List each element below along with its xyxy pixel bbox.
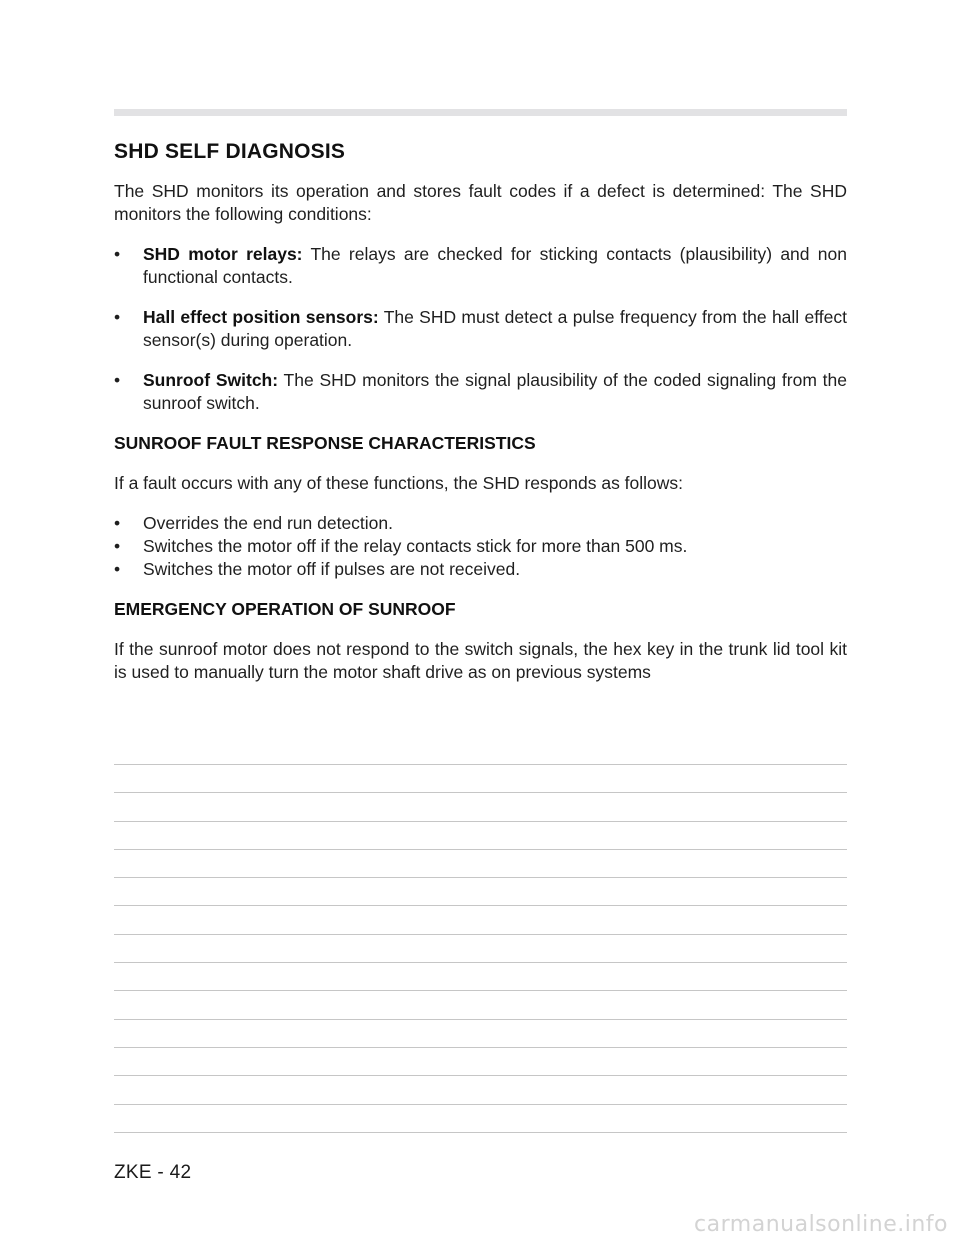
note-line: [114, 849, 847, 850]
condition-item-hall-sensors: [114, 306, 847, 352]
condition-text: The SHD monitors the signal plausibility of the coded signaling from the sunroof switch.: [143, 370, 848, 413]
note-line: [114, 934, 847, 935]
note-line: [114, 1132, 847, 1133]
list-item: • Switches the motor off if pulses are not received.: [114, 558, 847, 581]
emergency-operation-heading: EMERGENCY OPERATION OF SUNROOF: [114, 599, 456, 619]
condition-item-motor-relays: [114, 243, 847, 289]
page-title: SHD SELF DIAGNOSIS: [114, 140, 346, 163]
condition-label: Hall effect position sensors:: [143, 307, 379, 327]
condition-label: Sunroof Switch:: [143, 370, 279, 390]
note-line: [114, 990, 847, 991]
fault-response-list: [114, 512, 847, 581]
emergency-operation-paragraph: If the sunroof motor does not respond to the switch signals, the hex key in the trunk lid tool kit is used to manually turn the motor shaft drive as on previous systems: [114, 639, 847, 682]
condition-text: The relays are checked for sticking contacts (plausibility) and non functional contacts.: [143, 244, 847, 287]
notes-lines: [114, 764, 847, 1160]
condition-text: The SHD must detect a pulse frequency from the hall effect sensor(s) during operation.: [143, 307, 847, 350]
note-line: [114, 1019, 847, 1020]
conditions-list: [114, 243, 847, 415]
note-line: [114, 1104, 847, 1105]
site-watermark: carmanualsonline.info: [694, 1212, 948, 1237]
note-line: [114, 905, 847, 906]
note-line: [114, 1075, 847, 1076]
note-line: [114, 764, 847, 765]
note-line: [114, 877, 847, 878]
fault-response-heading: SUNROOF FAULT RESPONSE CHARACTERISTICS: [114, 433, 536, 453]
note-line: [114, 792, 847, 793]
condition-label: SHD motor relays:: [143, 244, 303, 264]
fault-response-intro: If a fault occurs with any of these functions, the SHD responds as follows:: [114, 473, 684, 493]
note-line: [114, 821, 847, 822]
list-item: • Switches the motor off if the relay contacts stick for more than 500 ms.: [114, 535, 847, 558]
page-content: [114, 138, 847, 701]
intro-paragraph: The SHD monitors its operation and stores fault codes if a defect is determined: The SHD monitors the following conditions:: [114, 181, 847, 224]
page-number: ZKE - 42: [114, 1162, 192, 1183]
condition-item-sunroof-switch: [114, 369, 847, 415]
note-line: [114, 962, 847, 963]
note-line: [114, 1047, 847, 1048]
list-item: • Overrides the end run detection.: [114, 512, 847, 535]
top-divider-bar: [114, 109, 847, 116]
